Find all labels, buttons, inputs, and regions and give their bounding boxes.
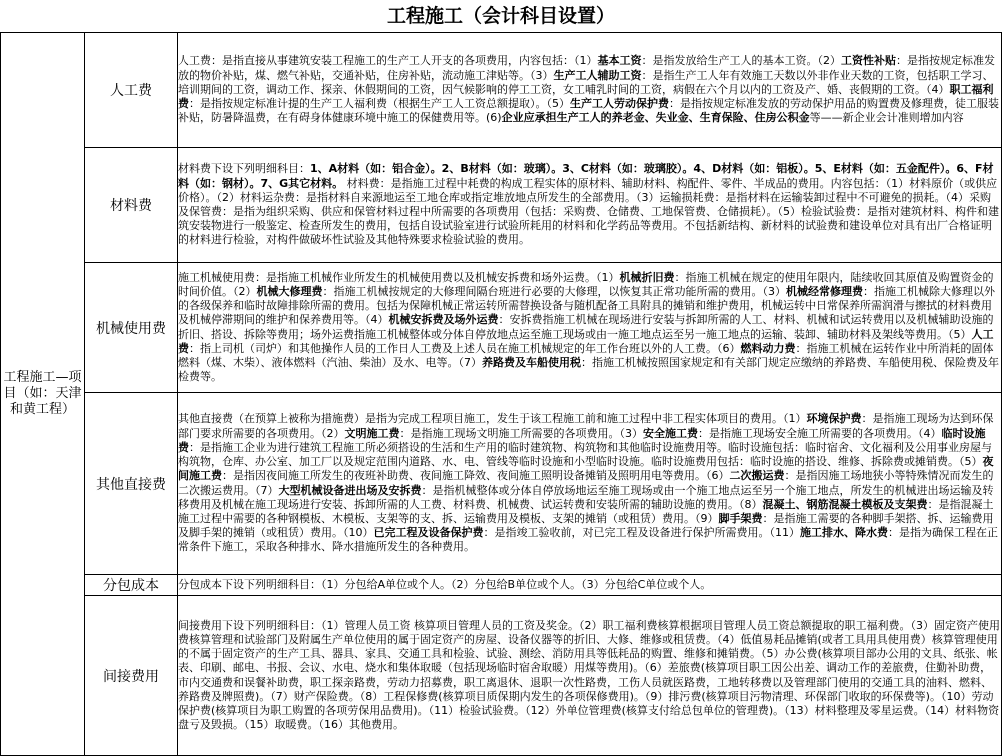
text-segment: ：指施工机械按规定的大修理间隔台班进行必要的大修理，以恢复其正常功能所需的费用。（3）	[322, 284, 786, 298]
text-segment: ：是指发放给生产工人的基本工资。（2）	[641, 54, 841, 68]
row-description	[178, 148, 1002, 263]
row-description	[178, 393, 1002, 575]
table-row	[1, 33, 1002, 148]
text-segment: 分包成本下设下列明细科目：（1）分包给A单位或个人。（2）分包给B单位或个人。（3）分包给C单位或个人。	[178, 577, 712, 591]
bold-term: 机械安拆费及场外运费	[388, 313, 499, 327]
bold-term: 机械大修理费	[256, 284, 323, 298]
row-description	[178, 596, 1002, 756]
bold-term: 养路费及车船使用税	[482, 355, 581, 369]
row-label: 材料费	[85, 148, 178, 263]
bold-term: 文明施工费	[344, 426, 400, 440]
text-segment: ：指施工机械除大修理以外的各级保养和临时故障排除所需的费用。包括为保障机械正常运转所需替换设备与随机配备工具附具的摊销和维护费用，机械运转中日常保养所需润滑与擦拭的材料费用及机械停滞期间的维护和保养费用等。（4）	[178, 284, 995, 327]
text-segment: ：是指生产工人年有效施工天数以外非作业天数的工资，包括职工学习、培训期间的工资，调动工作、探亲、休假期间的工资，因气候影响的停工工资，女工哺乳时间的工资，病假在六个月以内的工资及产、婚、丧假期的工资。（4）	[178, 68, 994, 96]
bold-term: 机械经常修理费	[786, 284, 863, 298]
text-segment: ：是指施工现场文明施工所需要的各项费用。（3）	[399, 426, 643, 440]
text-segment: ：是指竣工验收前，对已完工程及设备进行保护所需费用。（11）	[483, 526, 800, 540]
table-row	[1, 148, 1002, 263]
bold-term: 职工福利费	[178, 82, 994, 111]
text-segment: ：是指混凝土施工过程中需要的各种钢模板、木模板、支架等的支、拆、运输费用及模板、支架的摊销（或租赁）费用。（9）	[178, 497, 994, 525]
text-segment: ：是指施工需要的各种脚手架搭、拆、运输费用及脚手架的摊销（或租赁）费用。（10）	[178, 511, 994, 540]
text-segment: ：是指因施工场地狭小等特殊情况而发生的二次搬运费用。（7）	[178, 469, 994, 497]
row-label: 分包成本	[85, 575, 178, 596]
row-label: 间接费用	[85, 596, 178, 756]
text-segment: ：是指施工企业为进行建筑工程施工所必须搭设的生活和生产用的临时建筑物、构筑物和其他临时设施费用等。临时设施包括：临时宿舍、文化福利及公用事业房屋与构筑物，仓库、办公室、加工厂以及规定范围内道路、水、电、管线等临时设施和小型临时设施。临时设施费用包括：临时设施的搭设、维修、拆除费或摊销费。（5）	[178, 440, 992, 469]
text-segment: ：是指按规定标准计提的生产工人福利费（根据生产工人工资总额提取）。（5）	[189, 97, 570, 111]
row-label: 人工费	[85, 33, 178, 148]
bold-term: 机械折旧费	[619, 270, 675, 284]
text-segment: ：指施工机械按照国家规定和有关部门规定应缴纳的养路费、车船使用税、保险费及年检费等。	[178, 355, 999, 384]
text-segment: ：安拆费指施工机械在现场进行安装与拆卸所需的人工、材料、机械和试运转费用以及机械辅助设施的折旧、搭设、拆除等费用；场外运费指施工机械整体或分体自停放地点运至施工现场或由一施工地点运至另一施工地点的运输、装卸、辅助材料及架线等费用。（5）	[178, 313, 994, 341]
table-row	[1, 393, 1002, 575]
bold-term: 已完工程及设备保护费	[373, 526, 484, 540]
text-segment: 间接费用下设下列明细科目：（1）管理人员工资 核算项目管理人员的工资及奖金。（2）职工福利费核算根据项目管理人员工资总额提取的职工福利费。（3）固定资产使用费核算管理和试验部门及附属生产单位使用的属于固定资产的房屋、设备仪器等的折旧、大修、维修或租赁费。（4）低值易耗品摊销(或者工具用具使用费）核算管理使用的不属于固定资产的生产工具、器具、家具、交通工具和检验、试验、测绘、消防用具等低耗品的购置、维修和摊销费。（5）办公费(核算项目部办公用的文具、纸张、帐表、印刷、邮电、书报、会议、水电、烧水和集体取暖（包括现场临时宿舍取暖）用煤等费用)。（6）差旅费(核算项目职工因公出差、调动工作的差旅费，住勤补助费，市内交通费和误餐补助费，职工探亲路费，劳动力招募费，职工离退休、退职一次性路费，工伤人员就医路费，工地转移费以及管理部门使用的交通工具的油料、燃料、养路费及牌照费)。（7）财产保险费。（8）工程保修费(核算项目质保期内发生的各项保修费用)。（9）排污费(核算项目污物清理、环保部门收取的环保费等)。（10）劳动保护费(核算项目为职工购置的各项劳保用品费用)。（11）检验试验费。（12）外单位管理费(核算支付给总包单位的管理费)。（13）材料整理及零星运费。（14）材料物资盘亏及毁损。（15）取暖费。（16）其他费用。	[178, 618, 1000, 732]
bold-term: 施工排水、降水费	[800, 526, 888, 540]
table-row	[1, 263, 1002, 393]
text-segment: 材料费下设下列明细科目：	[178, 162, 310, 176]
account-table	[0, 32, 1002, 756]
bold-term: 企业应承担生产工人的养老金、失业金、生育保险、住房公积金	[501, 111, 810, 125]
bold-term: 生产工人辅助工资	[553, 68, 642, 82]
bold-term: 安全施工费	[643, 426, 698, 440]
bold-term: 临时设施费	[178, 426, 986, 454]
text-segment: 材料费：是指施工过程中耗费的构成工程实体的原材料、辅助材料、构配件、零件、半成品的费用。内容包括：（1）材料原价（或供应价格）。（2）材料运杂费：是指材料自来源地运至工地仓库或指定堆放地点所发生的全部费用。（3）运输损耗费：是指材料在运输装卸过程中不可避免的损耗。（4）采购及保管费：是指为组织采购、供应和保管材料过程中所需要的各项费用（包括：采购费、仓储费、工地保管费、仓储损耗）。（5）检验试验费：是指对建筑材料、构件和建筑安装物进行一般鉴定、检查所发生的费用，包括自设试验室进行试验所耗用的材料和化学药品等费用。不包括新结构、新材料的试验费和建设单位对具有出厂合格证明的材料进行检验，对构件做破坏性试验及其他特殊要求检验试验的费用。	[178, 176, 999, 247]
table-row	[1, 596, 1002, 756]
row-description	[178, 575, 1002, 596]
bold-term: 环境保护费	[806, 412, 862, 426]
text-segment: 其他直接费（在预算上被称为措施费）是指为完成工程项目施工，发生于该工程施工前和施工过程中非工程实体项目的费用。（1）	[178, 412, 807, 426]
bold-term: 二次搬运费	[729, 469, 785, 483]
text-segment: ：是指机械整体或分体自停放场地运至施工现场或由一个施工地点运至另一个施工地点，所发生的机械进出场运输及转移费用及机械在施工现场进行安装、拆卸所需的人工费、材料费、机械费、试运转费和安装所需的辅助设施的费用。（8）	[178, 483, 994, 511]
text-segment: 施工机械使用费：是指施工机械作业所发生的机械使用费以及机械安拆费和场外运费。（1）	[178, 270, 620, 284]
row-label: 其他直接费	[85, 393, 178, 575]
row-description	[178, 33, 1002, 148]
bold-term: 燃料动力费	[740, 341, 796, 355]
bold-term: 1、A材料（如：铝合金）。2、B材料（如：玻璃）。3、C材料（如：玻璃胶）。4、D材料（如：铝板）。5、E材料（如：五金配件）。6、F材料（如：钢材）。7、G其它材料。	[178, 162, 994, 190]
text-segment: 人工费：是指直接从事建筑安装工程施工的生产工人开支的各项费用，内容包括：（1）	[178, 54, 598, 68]
text-segment: ：是指施工现场为达到环保部门要求所需要的各项费用。（2）	[178, 412, 994, 440]
table-row	[1, 575, 1002, 596]
page-title: 工程施工（会计科目设置）	[386, 5, 615, 27]
bold-term: 大型机械设备进出场及安拆费	[278, 483, 422, 497]
text-segment: ：指上司机（司炉）和其他操作人员的工作日人工费及上述人员在施工机械规定的年工作台班以外的人工费。（6）	[189, 341, 741, 355]
bold-term: 夜间施工费	[178, 455, 994, 483]
bold-term: 基本工资	[597, 54, 642, 68]
bold-term: 工资性补贴	[841, 54, 896, 68]
text-segment: ：是指施工现场安全施工所需要的各项费用。（4）	[698, 426, 942, 440]
text-segment: ：指施工机械在运转作业中所消耗的固体燃料（煤、木柴）、液体燃料（汽油、柴油）及水、电等。（7）	[178, 341, 994, 369]
text-segment: ：是指按规定标准发放的劳动保护用品的购置费及修理费，徒工服装补贴，防暑降温费，在有碍身体健康环境中施工的保健费用等。(6)	[178, 97, 999, 125]
bold-term: 人工费	[178, 327, 994, 355]
bold-term: 混凝土、钢筋混凝土模板及支架费	[762, 497, 928, 511]
text-segment: ：是指因夜间施工所发生的夜班补助费、夜间施工降效、夜间施工照明设备摊销及照明用电等费用。（6）	[222, 469, 730, 483]
text-segment: ：是指按规定标准发放的物价补贴，煤、燃气补贴，交通补贴，住房补贴，流动施工津贴等。（3）	[178, 54, 995, 82]
bold-term: 脚手架费	[718, 511, 763, 525]
text-segment: ：指施工机械在规定的使用年限内，陆续收回其原值及购置资金的时间价值。（2）	[178, 270, 994, 298]
text-segment: ：是指为确保工程在正常条件下施工，采取各种排水、降水措施所发生的各种费用。	[178, 526, 998, 554]
project-label: 工程施工—项目（如：天津和黄工程）	[1, 33, 85, 756]
bold-term: 生产工人劳动保护费	[570, 97, 669, 111]
row-description	[178, 263, 1002, 393]
text-segment: 等——新企业会计准则增加内容	[809, 111, 964, 125]
row-label: 机械使用费	[85, 263, 178, 393]
